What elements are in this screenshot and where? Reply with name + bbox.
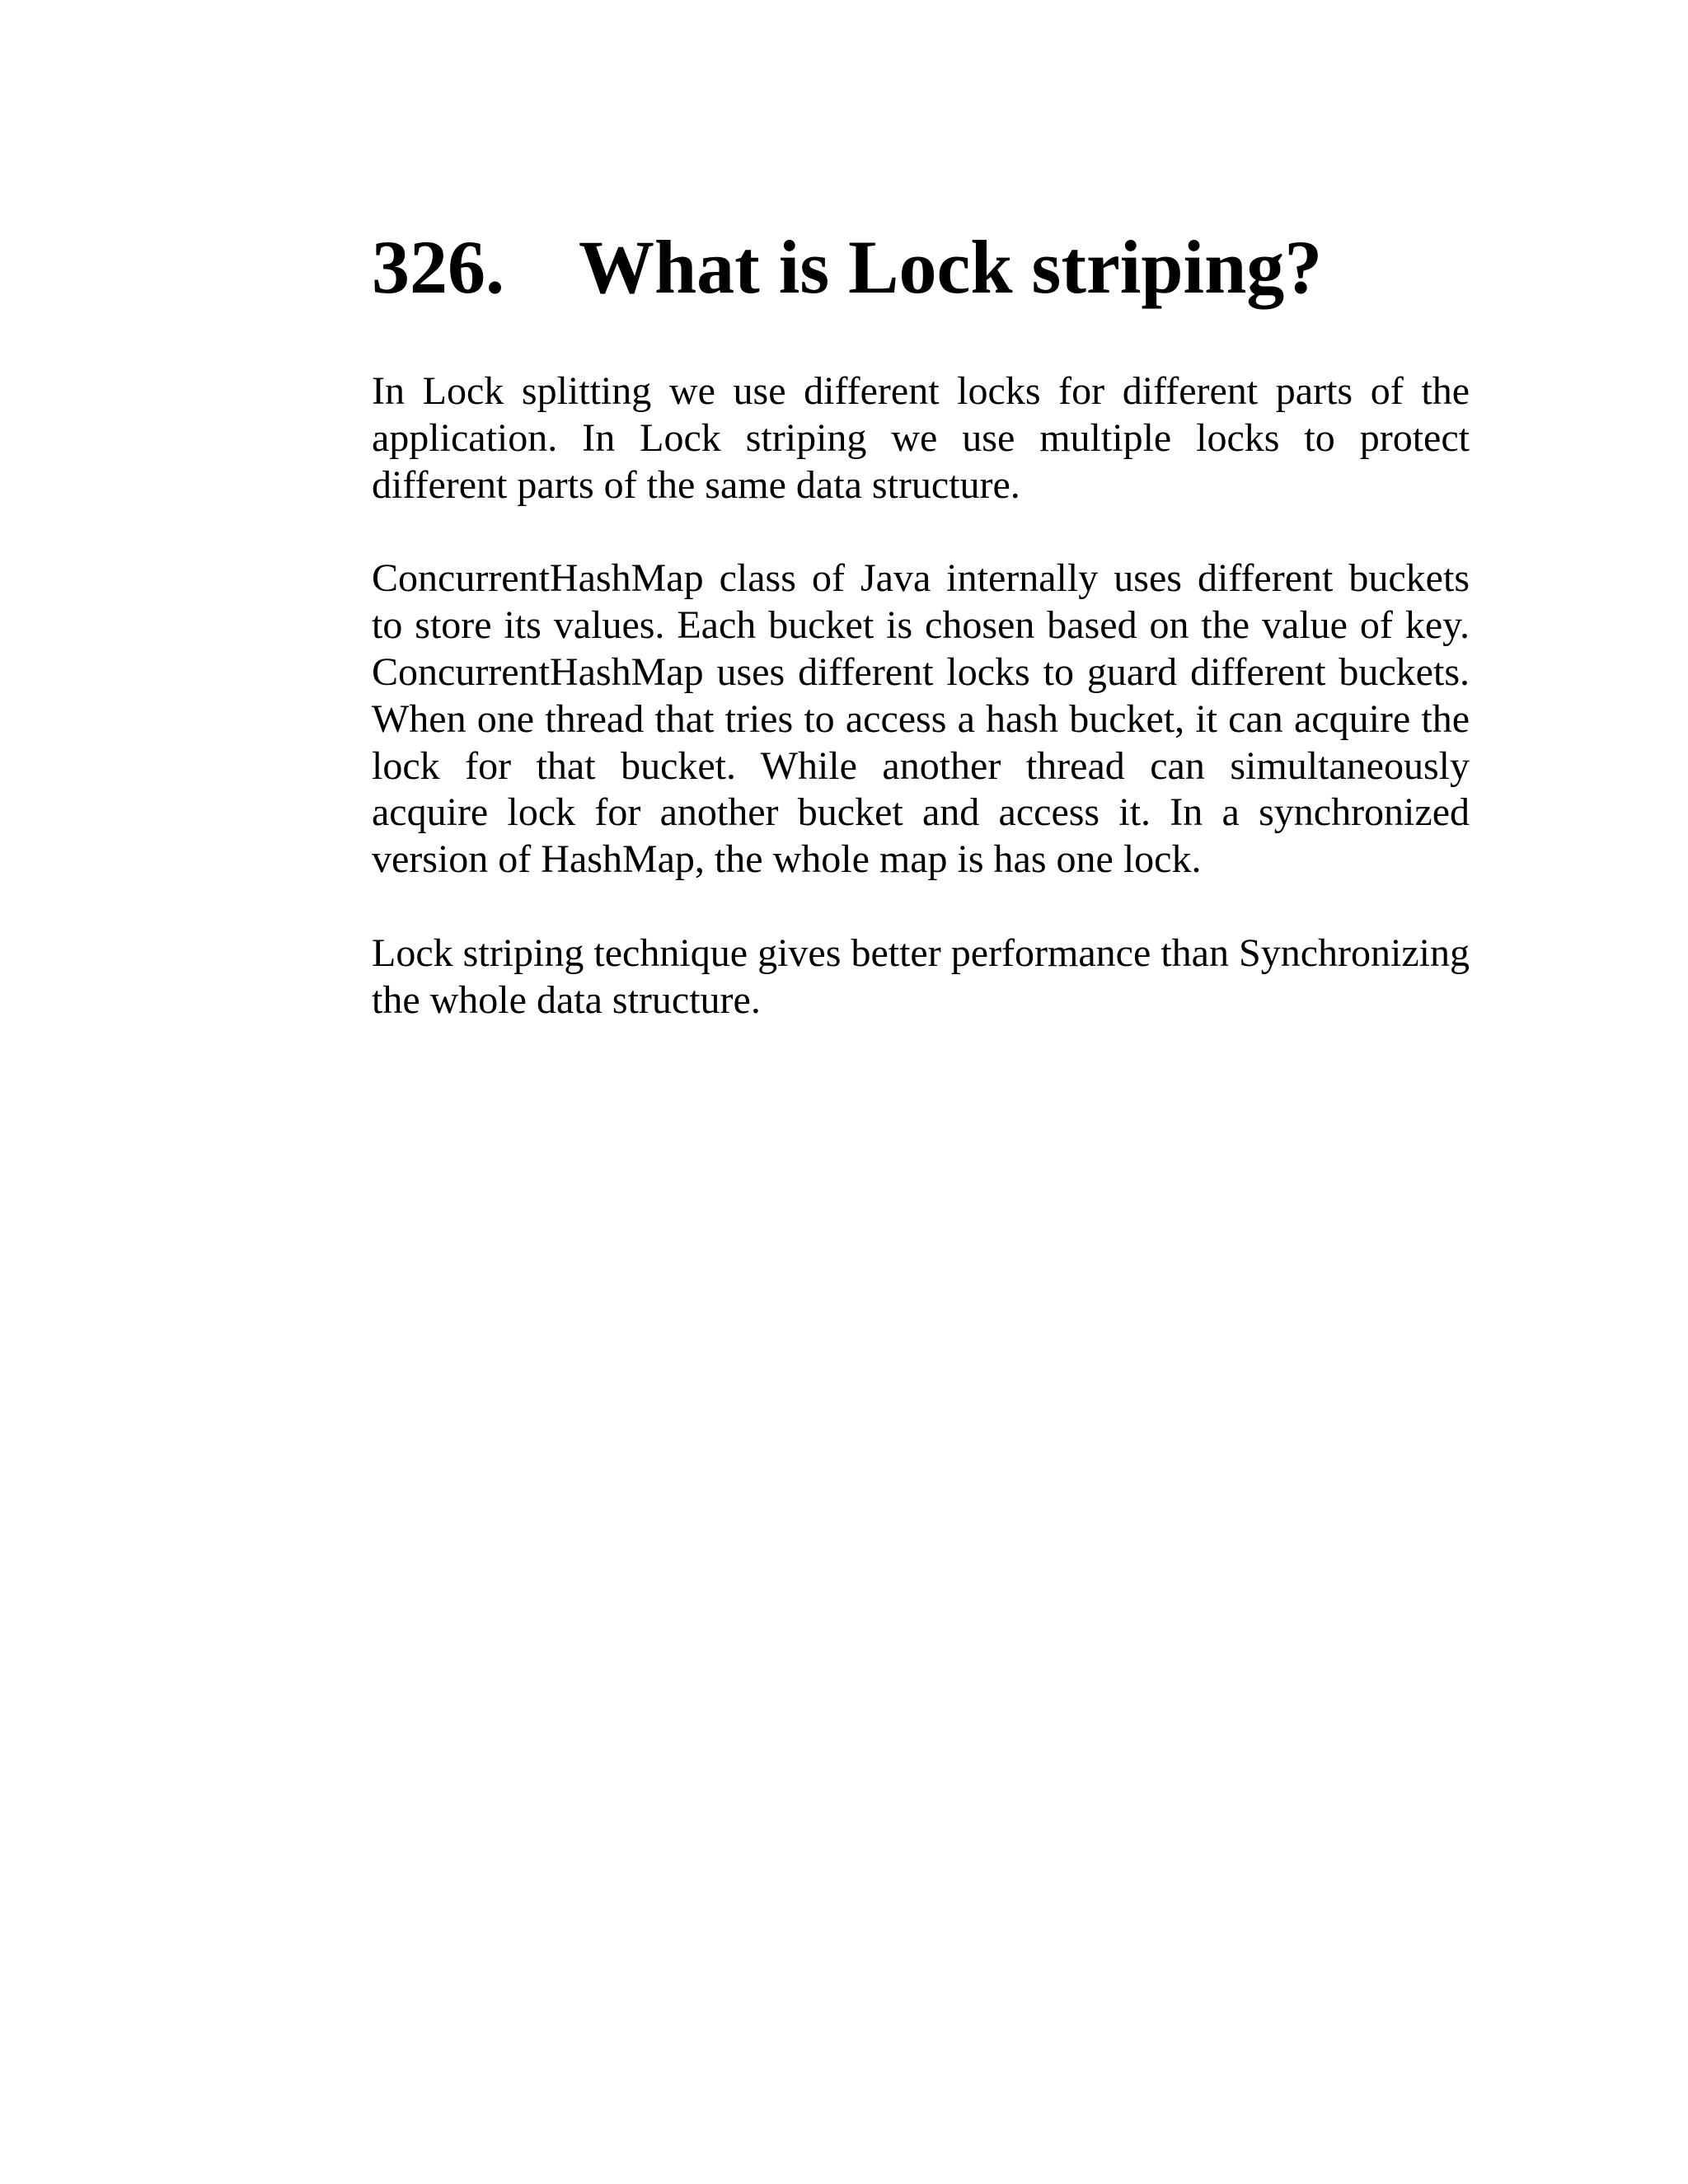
paragraph-concurrent-hashmap: ConcurrentHashMap class of Java internally uses different buckets to store its values. Each bucket is chosen based on the value of key. ConcurrentHashMap uses different locks to guard different buckets. When one thread that tries to access a hash bucket, it can acquire the lock for that bucket. While another thread can simultaneously acquire lock for another bucket and access it. In a synchronized version of HashMap, the whole map is has one lock. (372, 556, 1470, 882)
section-number: 326. (372, 225, 504, 309)
paragraph-lock-splitting: In Lock splitting we use different locks for different parts of the application. In Lock striping we use multiple locks to protect different parts of the same data structure. (372, 369, 1470, 507)
paragraph-performance: Lock striping technique gives better performance than Synchronizing the whole data structure. (372, 930, 1470, 1022)
page-content (372, 214, 1470, 1024)
section-title: What is Lock striping? (579, 225, 1323, 309)
section-heading (372, 214, 1470, 320)
